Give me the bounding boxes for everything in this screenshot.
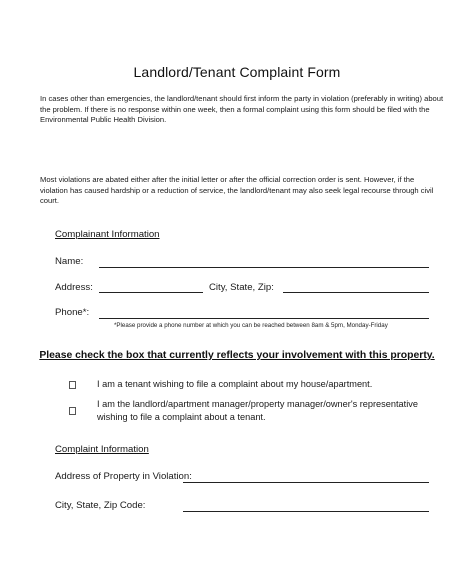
- city-state-zip-field[interactable]: [283, 292, 429, 293]
- property-address-field[interactable]: [183, 482, 429, 483]
- tenant-option-label: I am a tenant wishing to file a complaint about my house/apartment.: [97, 379, 373, 389]
- name-label: Name:: [55, 256, 84, 267]
- address-field[interactable]: [99, 292, 203, 293]
- form-title: Landlord/Tenant Complaint Form: [133, 64, 341, 80]
- phone-label: Phone*:: [55, 307, 90, 318]
- tenant-checkbox[interactable]: [69, 381, 76, 389]
- property-address-label: Address of Property in Violation:: [55, 471, 192, 482]
- intro-paragraph: In cases other than emergencies, the landlord/tenant should first inform the party in violation (preferably in writing) about the problem. If there is no response within one week, then a formal complaint using this form should be filed with the Environmental Public Health Division.: [40, 94, 444, 124]
- involvement-heading: Please check the box that currently reflects your involvement with this property.: [39, 350, 435, 361]
- name-field[interactable]: [99, 267, 429, 268]
- phone-note: *Please provide a phone number at which you can be reached between 8am & 5pm, Monday-Friday: [114, 322, 388, 329]
- phone-field[interactable]: [99, 318, 429, 319]
- complaint-city-state-zip-field[interactable]: [183, 511, 429, 512]
- landlord-option-label: I am the landlord/apartment manager/property manager/owner's representative wishing to file a complaint about a tenant.: [97, 399, 418, 422]
- complaint-city-state-zip-label: City, State, Zip Code:: [55, 500, 146, 511]
- complainant-information-heading: Complainant Information: [55, 229, 160, 240]
- landlord-checkbox[interactable]: [69, 407, 76, 415]
- address-label: Address:: [55, 282, 93, 293]
- city-state-zip-label: City, State, Zip:: [209, 282, 274, 293]
- complaint-information-heading: Complaint Information: [55, 444, 149, 455]
- violations-paragraph: Most violations are abated either after the initial letter or after the official correction order is sent. However, if the violation has caused hardship or a reduction of service, the landlord/tenant may also seek legal recourse through civil court.: [40, 175, 434, 205]
